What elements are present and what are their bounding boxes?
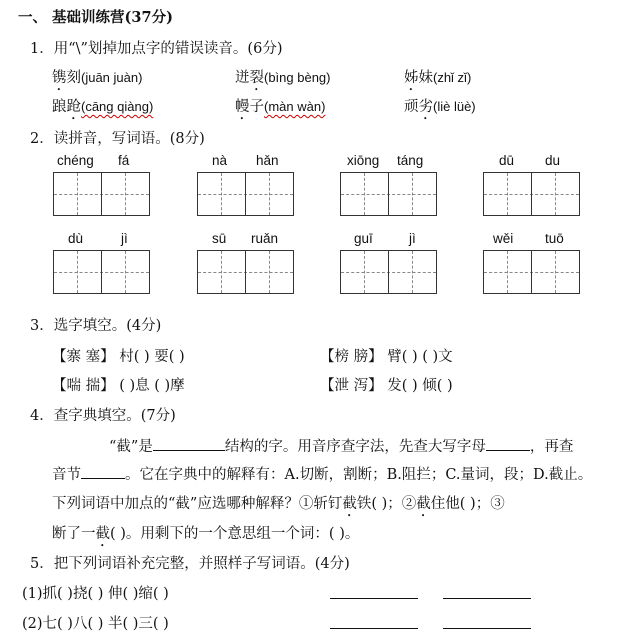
answer-line[interactable] (330, 628, 418, 629)
q1-title: 1．用“\”划掉加点字的错误读音。(6分) (30, 41, 283, 57)
q2-pinyin: fá (118, 153, 130, 168)
q3-row1-left: 【寨 塞】 村( ) 要( ) (52, 349, 185, 365)
q1-item-5: 幔子(màn wàn) (235, 99, 326, 115)
q2-title: 2．读拼音，写词语。(8分) (30, 131, 205, 147)
q2-pinyin: ruǎn (251, 231, 279, 246)
writing-box-pair[interactable] (197, 172, 294, 216)
q1-item-6: 顽劣(liè lüè) (404, 99, 476, 115)
q3-row1-right: 【榜 膀】 臂( ) ( )文 (320, 349, 453, 365)
writing-box-pair[interactable] (340, 172, 437, 216)
q1-item-2-dotted-char: 裂 (249, 70, 264, 86)
q1-item-2: 迸裂(bìng bèng) (235, 70, 331, 86)
q5-title: 5．把下列词语补充完整，并照样子写词语。(4分) (30, 556, 350, 572)
q2-pinyin: dù (68, 231, 84, 246)
q3-row2-left: 【喘 揣】 ( )息 ( )摩 (52, 378, 185, 394)
q2-pinyin: xiōng (347, 153, 380, 168)
q4-line2: 音节 。它在字典中的解释有：A.切断，割断；B.阻拦；C.量词，段；D.截止。 (52, 467, 593, 483)
answer-line[interactable] (330, 598, 418, 599)
q1-item-3: 姊妹(zhǐ zǐ) (404, 70, 472, 86)
q2-pinyin: guī (354, 231, 373, 246)
q1-item-6-readings: (liè lüè) (433, 99, 476, 114)
writing-box-pair[interactable] (340, 250, 437, 294)
q3-title: 3．选字填空。(4分) (30, 318, 162, 334)
q1-item-5-dotted-char: 幔 (235, 99, 250, 115)
q2-pinyin: du (545, 153, 561, 168)
q2-pinyin: tuō (545, 231, 564, 246)
answer-line[interactable] (443, 628, 531, 629)
q2-pinyin: sū (212, 231, 227, 246)
q4-line3: 下列词语中加点的“截”应选哪种解释？①斩钉截铁( )；②截住他( )；③ (52, 496, 505, 512)
q2-pinyin: dū (499, 153, 515, 168)
q2-pinyin: hǎn (256, 153, 279, 168)
writing-box-pair[interactable] (197, 250, 294, 294)
dotted-char: 截 (416, 496, 431, 512)
writing-box-pair[interactable] (53, 172, 150, 216)
q1-item-5-readings: (màn wàn) (264, 99, 326, 114)
q2-pinyin: jì (121, 231, 128, 246)
q4-title: 4．查字典填空。(7分) (30, 408, 176, 424)
q1-item-4-readings: (cāng qiàng) (81, 99, 154, 114)
answer-blank[interactable] (153, 437, 225, 451)
q3-row2-right: 【泄 泻】 发( ) 倾( ) (320, 378, 453, 394)
q2-pinyin: wěi (493, 231, 514, 246)
q2-pinyin: chéng (57, 153, 94, 168)
dotted-char: 截 (95, 526, 110, 542)
q2-pinyin: nà (212, 153, 228, 168)
q1-item-3-readings: (zhǐ zǐ) (433, 70, 472, 85)
q1-item-6-dotted-char: 劣 (418, 99, 433, 115)
dotted-char: 截 (342, 496, 357, 512)
q1-item-1-readings: (juān juàn) (81, 70, 143, 85)
writing-box-pair[interactable] (53, 250, 150, 294)
q5-row2: (2)七( )八( ) 半( )三( ) (22, 616, 169, 632)
writing-box-pair[interactable] (483, 172, 580, 216)
q1-item-1-dotted-char: 镌 (52, 70, 67, 86)
q4-line4: 断了一截( )。用剩下的一个意思组一个词：( )。 (52, 526, 360, 542)
answer-blank[interactable] (81, 465, 125, 479)
q1-item-1: 镌刻(juān juàn) (52, 70, 143, 86)
writing-box-pair[interactable] (483, 250, 580, 294)
q2-pinyin: táng (397, 153, 424, 168)
q5-row1: (1)抓( )挠( ) 伸( )缩( ) (22, 586, 169, 602)
q1-item-4: 踉跄(cāng qiàng) (52, 99, 154, 115)
q1-item-2-readings: (bìng bèng) (264, 70, 331, 85)
answer-blank[interactable] (486, 437, 530, 451)
section-title: 一、 基础训练营(37分) (18, 9, 173, 26)
q4-line1: “截”是 结构的字。用音序查字法，先查大写字母 ，再查 (109, 439, 574, 455)
answer-line[interactable] (443, 598, 531, 599)
q1-item-4-dotted-char: 跄 (66, 99, 81, 115)
q1-item-3-dotted-char: 姊 (404, 70, 419, 86)
q2-pinyin: jì (409, 231, 416, 246)
